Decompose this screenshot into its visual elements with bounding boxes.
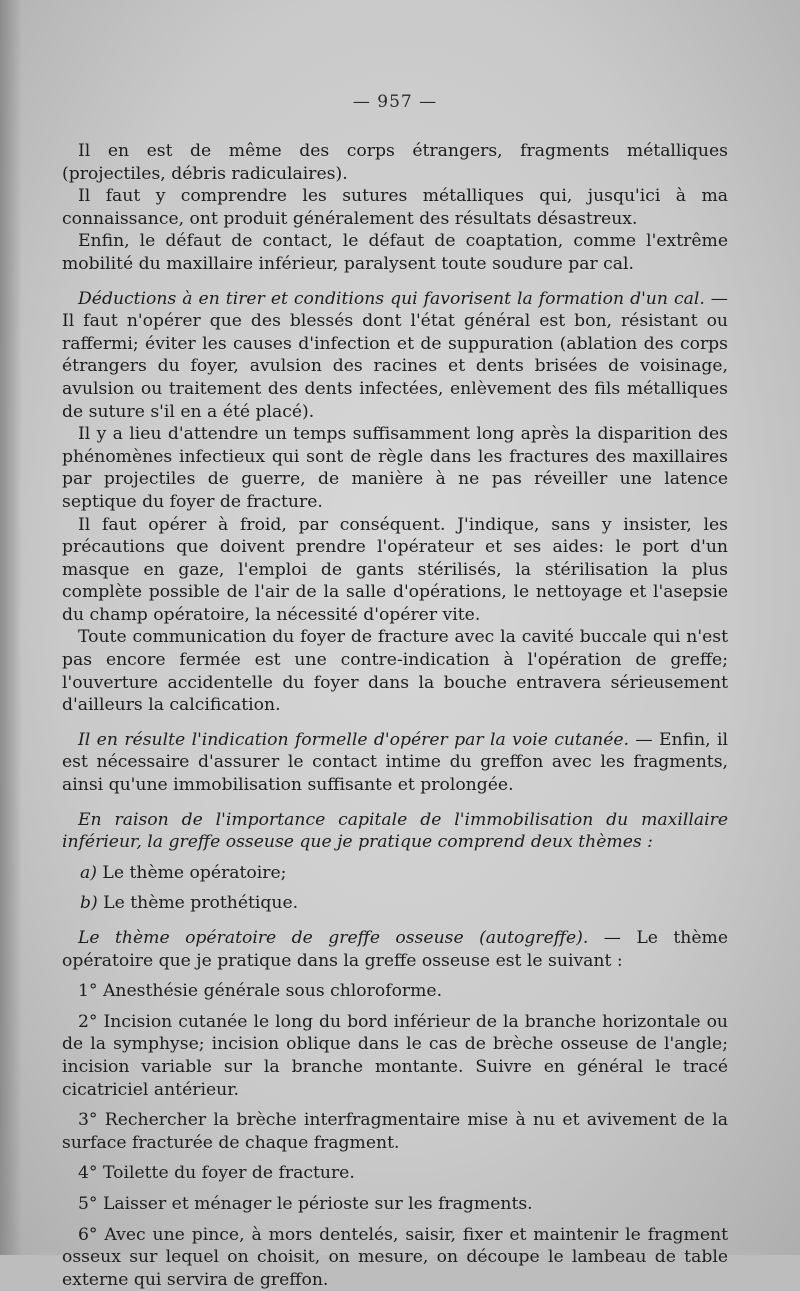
page-number: — 957 — [352,92,438,112]
paragraph-waiting-period: Il y a lieu d'attendre un temps suffisamment long après la disparition des phénomènes infectieux qui sont de règle dans les fractures des maxillaires par projectiles de guerre, de manière à ne pas réveiller une latence septique du foyer de fracture. [62,424,728,512]
cutaneous-route-heading: Il en résulte l'indication formelle d'opérer par la voie cutanée. [78,729,630,750]
cutaneous-route-body: — Enfin, il est nécessaire d'assurer le contact intime du greffon avec les fragments, ainsi qu'une immobilisation suffisante et prolongée. [62,729,729,796]
list-text-a: Le thème opératoire; [96,862,287,883]
list-marker-b: b) [80,893,98,914]
step-6: 6° Avec une pince, à mors dentelés, saisir, fixer et maintenir le fragment osseux sur lequel on choisit, on mesure, on découpe le lambeau de table externe qui servira de greffon. [62,1224,728,1290]
paragraph-deductions [62,288,728,424]
paragraph-contact-defect: Enfin, le défaut de contact, le défaut de coaptation, comme l'extrême mobilité du maxillaire inférieur, paralysent toute soudure par cal. [62,231,728,274]
paragraph-two-themes: En raison de l'importance capitale de l'immobilisation du maxillaire inférieur, la greffe osseuse que je pratique comprend deux thèmes : [62,809,728,853]
list-item-b [62,892,728,915]
step-3: 3° Rechercher la brèche interfragmentaire mise à nu et avivement de la surface fracturée de chaque fragment. [62,1110,728,1153]
step-2: 2° Incision cutanée le long du bord inférieur de la branche horizontale ou de la symphyse; incision oblique dans le cas de brèche osseuse de l'angle; incision variable sur la branche montante. Suivre en général le tracé cicatriciel antérieur. [62,1011,728,1100]
operative-theme-body: — Le thème opératoire que je pratique dans la greffe osseuse est le suivant : [62,928,728,971]
step-1: 1° Anesthésie générale sous chloroforme. [78,981,443,1002]
paragraph-cutaneous-route [62,729,728,797]
deductions-body: — Il faut n'opérer que des blessés dont l'état général est bon, résistant ou raffermi; éviter les causes d'infection et de suppuration (ablation des corps étrangers du foyer, avulsion des racines et dents brisées de voisinage, avulsion ou traitement des dents infectées, enlèvement des fils métalliques de suture s'il en a été placé). [62,288,728,422]
list-marker-a: a) [80,862,97,883]
paragraph-metal-sutures: Il faut y comprendre les sutures métalliques qui, jusqu'ici à ma connaissance, ont produit généralement des résultats désastreux. [62,186,728,229]
paragraph-operative-theme [62,927,728,972]
operative-theme-heading: Le thème opératoire de greffe osseuse [78,928,464,948]
list-item-a [62,862,728,885]
deductions-heading: Déductions à en tirer et conditions qui favorisent la formation d'un cal. [78,288,705,309]
paragraph-communication: Toute communication du foyer de fracture avec la cavité buccale qui n'est pas encore fermée est une contre-indication à l'opération de greffe; l'ouverture accidentelle du foyer dans la bouche entravera sérieusement d'ailleurs la calcification. [62,627,728,716]
list-text-b: Le thème prothétique. [97,893,299,914]
step-5: 5° Laisser et ménager le périoste sur les fragments. [78,1193,533,1214]
step-4: 4° Toilette du foyer de fracture. [78,1163,355,1184]
operative-theme-paren: (autogreffe). [463,928,589,948]
paragraph-foreign-bodies: Il en est de même des corps étrangers, fragments métalliques (projectiles, débris radiculaires). [62,141,728,184]
paragraph-operate-cold: Il faut opérer à froid, par conséquent. J'indique, sans y insister, les précautions que doivent prendre l'opérateur et ses aides: le port d'un masque en gaze, l'emploi de gants stérilisés, la stérilisation la plus complète possible de l'air de la salle d'opérations, le nettoyage et l'asepsie du champ opératoire, la nécessité d'opérer vite. [62,514,728,625]
